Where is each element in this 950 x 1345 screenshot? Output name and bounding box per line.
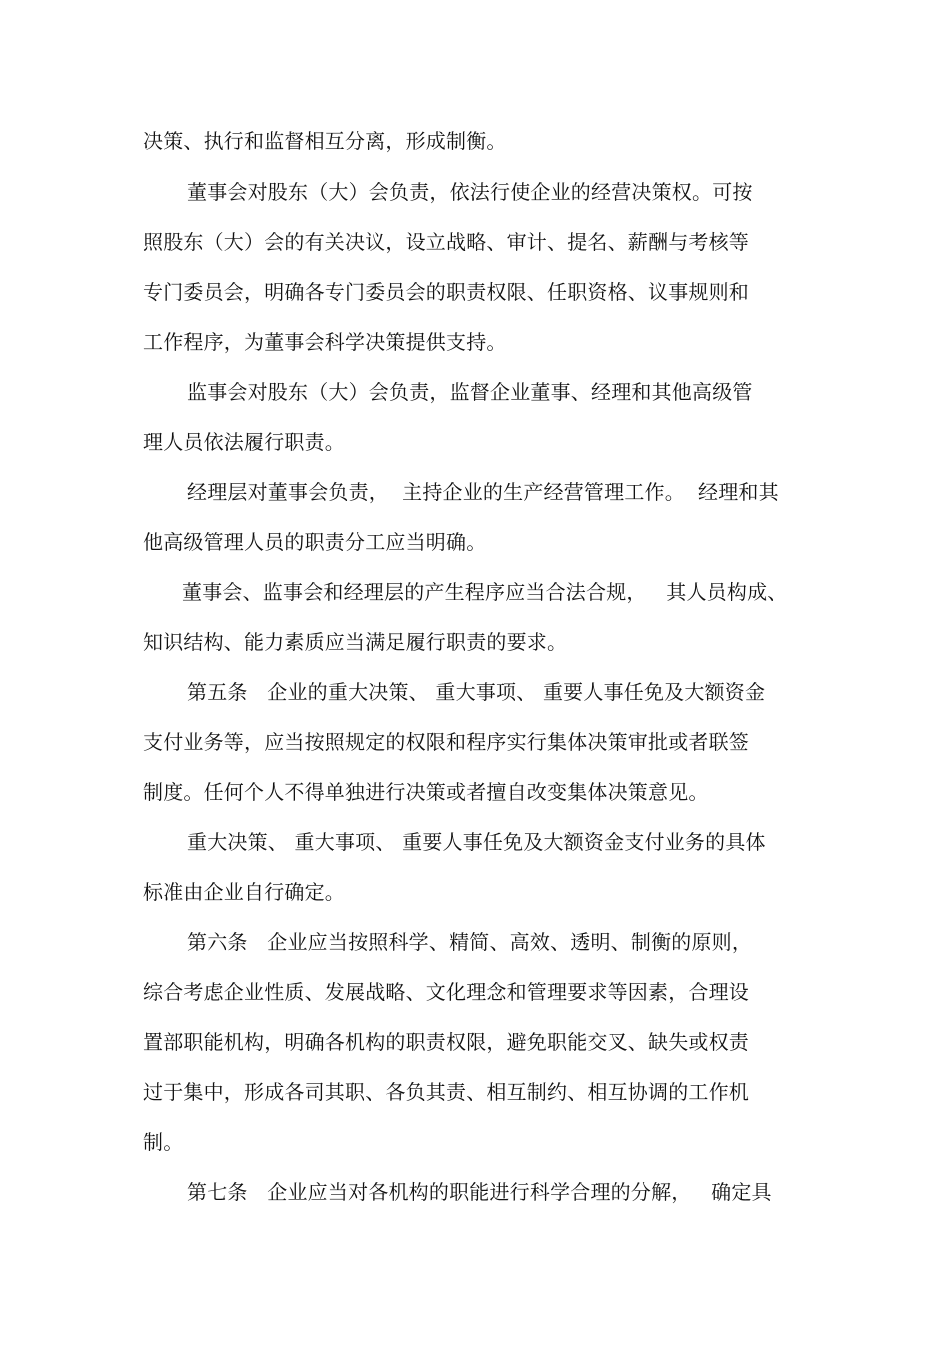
text-line: 过于集中，形成各司其职、各负其责、相互制约、相互协调的工作机 (143, 1080, 749, 1104)
text-line: 经理层对董事会负责， 主持企业的生产经营管理工作。 经理和其 (187, 480, 779, 504)
text-line: 重大决策、 重大事项、 重要人事任免及大额资金支付业务的具体 (187, 830, 766, 854)
text-line: 制度。任何个人不得单独进行决策或者擅自改变集体决策意见。 (143, 780, 709, 804)
text-line: 制。 (143, 1130, 184, 1154)
text-line: 他高级管理人员的职责分工应当明确。 (143, 530, 487, 554)
text-line: 专门委员会，明确各专门委员会的职责权限、任职资格、议事规则和 (143, 280, 749, 304)
text-line: 照股东（大）会的有关决议，设立战略、审计、提名、薪酬与考核等 (143, 230, 749, 254)
text-line: 标准由企业自行确定。 (143, 880, 345, 904)
text-line: 知识结构、能力素质应当满足履行职责的要求。 (143, 630, 568, 654)
text-line: 第五条 企业的重大决策、 重大事项、 重要人事任免及大额资金 (187, 680, 766, 704)
text-line: 工作程序，为董事会科学决策提供支持。 (143, 330, 507, 354)
text-line: 决策、执行和监督相互分离，形成制衡。 (143, 129, 507, 153)
text-line: 支付业务等，应当按照规定的权限和程序实行集体决策审批或者联签 (143, 730, 749, 754)
text-line: 理人员依法履行职责。 (143, 430, 345, 454)
text-line: 董事会对股东（大）会负责，依法行使企业的经营决策权。可按 (187, 180, 753, 204)
text-line: 第七条 企业应当对各机构的职能进行科学合理的分解， 确定具 (187, 1180, 772, 1204)
text-line: 第六条 企业应当按照科学、精简、高效、透明、制衡的原则， (187, 930, 753, 954)
text-line: 董事会、监事会和经理层的产生程序应当合法合规， 其人员构成、 (182, 580, 788, 604)
text-line: 置部职能机构，明确各机构的职责权限，避免职能交叉、缺失或权责 (143, 1030, 749, 1054)
text-line: 综合考虑企业性质、发展战略、文化理念和管理要求等因素，合理设 (143, 980, 749, 1004)
text-line: 监事会对股东（大）会负责，监督企业董事、经理和其他高级管 (187, 380, 753, 404)
